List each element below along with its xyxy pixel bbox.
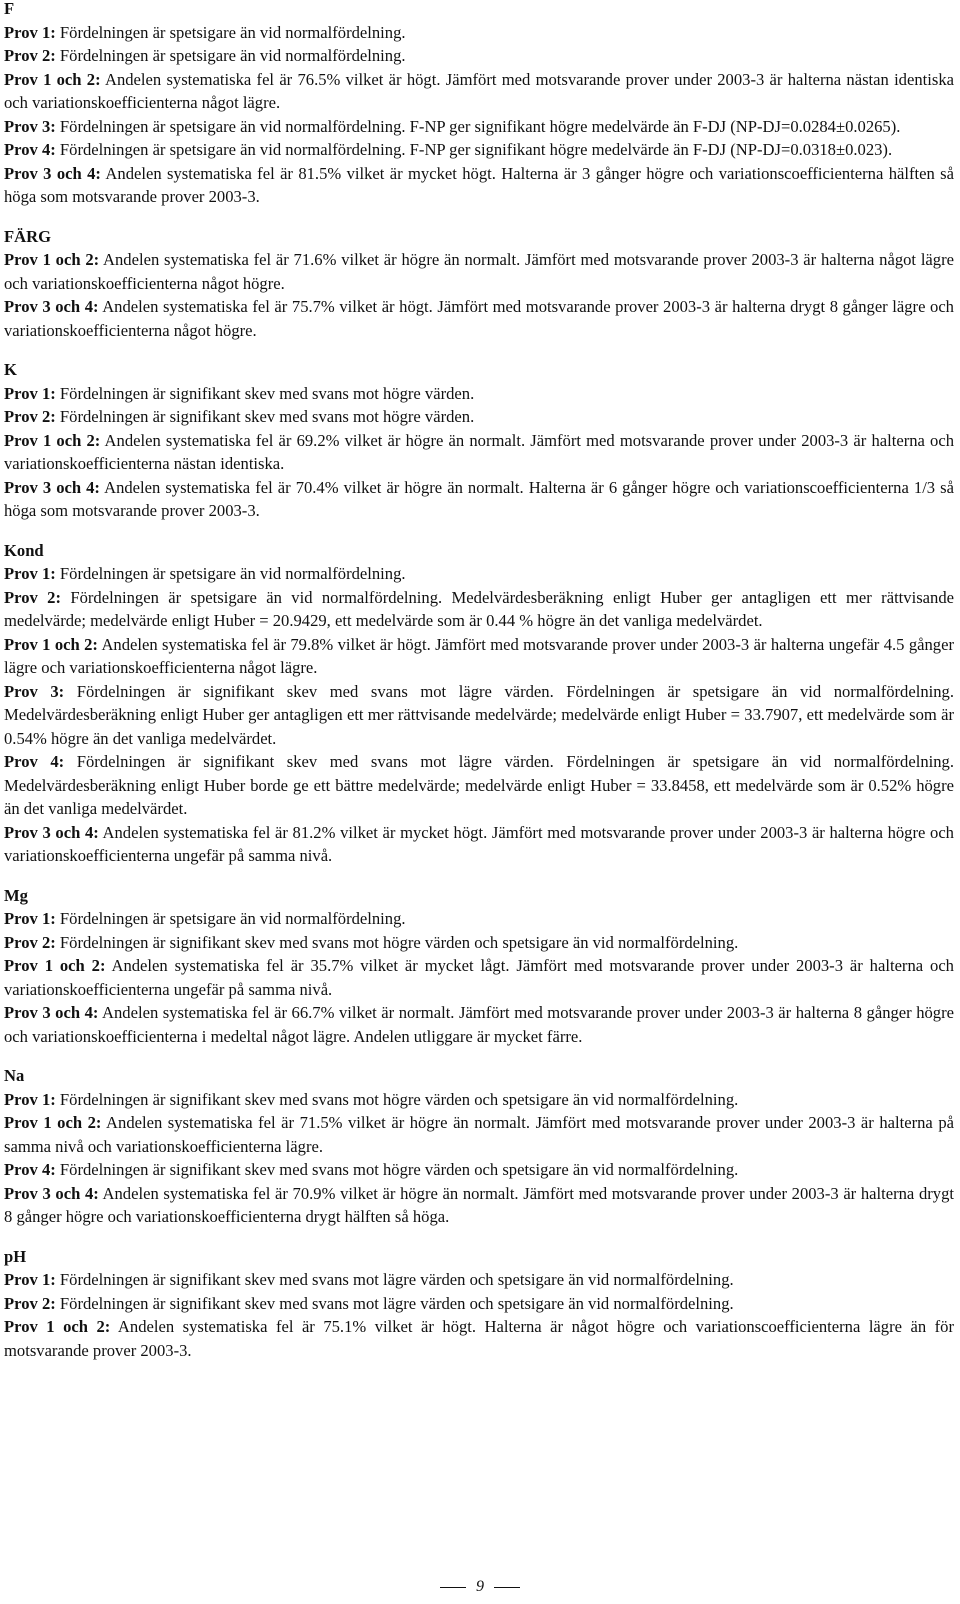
paragraph-text: Andelen systematiska fel är 70.9% vilket är högre än normalt. Jämfört med motsvarande prover under 2003-3 är halterna drygt 8 gånger högre och variationskoefficienterna drygt hälften så höga. [4,1183,954,1226]
sample-label: Prov 1: [4,1089,56,1109]
paragraph [4,586,954,633]
paragraph-text: Fördelningen är signifikant skev med svans mot högre värden och spetsigare än vid normalfördelning. [55,932,739,952]
sample-label: Prov 1 och 2: [4,634,98,654]
sample-label: Prov 3 och 4: [4,477,100,497]
section-f-rg [4,225,954,343]
sample-label: Prov 3 och 4: [4,1003,99,1022]
document-page [4,0,954,1378]
paragraph [4,295,954,342]
paragraph [4,115,954,139]
paragraph-text: Andelen systematiska fel är 81.5% vilket är mycket högt. Halterna är 3 gånger högre och variationscoefficienterna hälften så höga som motsvarande prover 2003-3. [4,163,954,206]
paragraph-text: Andelen systematiska fel är 81.2% vilket är mycket högt. Jämfört med motsvarande prover under 2003-3 är halterna högre och variationskoefficienterna ungefär på samma nivå. [4,822,954,865]
section-ph [4,1245,954,1363]
sample-label: Prov 3 och 4: [4,163,101,183]
paragraph-text: Andelen systematiska fel är 70.4% vilket är högre än normalt. Halterna är 6 gånger högre och variationscoefficienterna 1/3 så höga som motsvarande prover 2003-3. [4,477,954,520]
paragraph-text: Fördelningen är signifikant skev med svans mot högre värden och spetsigare än vid normalfördelning. [55,1089,739,1109]
paragraph [4,476,954,523]
paragraph-text: Fördelningen är spetsigare än vid normalfördelning. [55,46,406,65]
sample-label: Prov 3 och 4: [4,1183,99,1203]
paragraph [4,1315,954,1362]
sample-label: Prov 4: [4,1160,56,1179]
section-heading: F [4,0,15,18]
sample-label: Prov 1: [4,22,56,42]
paragraph [4,405,954,429]
paragraph [4,248,954,295]
paragraph [4,21,954,45]
paragraph-text: Fördelningen är spetsigare än vid normalfördelning. [55,909,406,928]
paragraph-text: Fördelningen är signifikant skev med svans mot högre värden och spetsigare än vid normalfördelning. [55,1160,739,1179]
paragraph-text: Fördelningen är signifikant skev med svans mot lägre värden. Fördelningen är spetsigare än vid normalfördelning. Medelvärdesberäkning enligt Huber borde ge ett bättre medelvärde; medelvärde enligt Huber = 33.8458, ett medelvärde som är 0.52% högre än det vanliga medelvärdet. [4,752,954,818]
sample-label: Prov 1 och 2: [4,956,106,975]
paragraph [4,562,954,586]
section-heading: FÄRG [4,226,52,246]
paragraph [4,821,954,868]
page-footer [0,1575,960,1599]
paragraph [4,1111,954,1158]
sample-label: Prov 3 och 4: [4,297,99,316]
paragraph [4,1158,954,1182]
paragraph [4,382,954,406]
paragraph [4,954,954,1001]
paragraph-text: Fördelningen är spetsigare än vid normalfördelning. [55,22,406,42]
sample-label: Prov 3: [4,116,56,136]
sample-label: Prov 2: [4,932,56,952]
footer-dash-left [440,1587,466,1588]
paragraph-text: Andelen systematiska fel är 69.2% vilket är högre än normalt. Jämfört med motsvarande prover under 2003-3 är halterna och variationskoefficienterna nästan identiska. [4,430,954,473]
paragraph-text: Fördelningen är signifikant skev med svans mot högre värden. [55,383,475,403]
paragraph [4,429,954,476]
section-k [4,358,954,523]
section-heading: pH [4,1246,27,1266]
sample-label: Prov 2: [4,46,56,65]
paragraph [4,680,954,751]
sample-label: Prov 4: [4,140,56,159]
paragraph-text: Andelen systematiska fel är 79.8% vilket är högt. Jämfört med motsvarande prover under 2003-3 är halterna ungefär 4.5 gånger lägre och variationskoefficienterna något lägre. [4,634,954,677]
paragraph [4,1088,954,1112]
paragraph-text: Andelen systematiska fel är 71.6% vilket är högre än normalt. Jämfört med motsvarande prover 2003-3 är halterna något lägre och variationskoefficienterna något högre. [4,250,954,293]
section-kond [4,539,954,868]
paragraph-text: Andelen systematiska fel är 75.7% vilket är högt. Jämfört med motsvarande prover 2003-3 är halterna drygt 8 gånger lägre och variationskoefficienterna något högre. [4,297,954,340]
paragraph [4,68,954,115]
sample-label: Prov 1 och 2: [4,1113,102,1132]
paragraph [4,1182,954,1229]
sample-label: Prov 1 och 2: [4,1317,111,1336]
sample-label: Prov 4: [4,752,65,771]
paragraph-text: Andelen systematiska fel är 75.1% vilket är högt. Halterna är något högre och variationscoefficienterna lägre än för motsvarande prover 2003-3. [4,1317,954,1360]
sample-label: Prov 2: [4,587,61,607]
sample-label: Prov 2: [4,407,56,426]
paragraph-text: Fördelningen är signifikant skev med svans mot högre värden. [55,407,475,426]
section-na [4,1064,954,1229]
paragraph-text: Andelen systematiska fel är 71.5% vilket är högre än normalt. Jämfört med motsvarande prover under 2003-3 är halterna på samma nivå och variationskoefficienterna lägre. [4,1113,954,1156]
paragraph [4,162,954,209]
paragraph-text: Fördelningen är spetsigare än vid normalfördelning. [55,564,406,583]
sample-label: Prov 3: [4,681,65,701]
paragraph-text: Fördelningen är spetsigare än vid normalfördelning. F-NP ger signifikant högre medelvärde än F-DJ (NP-DJ=0.0318±0.023). [55,140,893,159]
paragraph [4,633,954,680]
paragraph [4,931,954,955]
section-heading: Kond [4,540,44,560]
paragraph-text: Fördelningen är spetsigare än vid normalfördelning. F-NP ger signifikant högre medelvärde än F-DJ (NP-DJ=0.0284±0.0265). [55,116,901,136]
sample-label: Prov 2: [4,1293,56,1313]
paragraph-text: Andelen systematiska fel är 35.7% vilket är mycket lågt. Jämfört med motsvarande prover under 2003-3 är halterna och variationskoefficienterna ungefär på samma nivå. [4,956,954,999]
sample-label: Prov 1 och 2: [4,250,100,269]
paragraph [4,44,954,68]
section-heading: Mg [4,885,28,905]
paragraph-text: Andelen systematiska fel är 76.5% vilket är högt. Jämfört med motsvarande prover under 2003-3 är halterna nästan identiska och variationskoefficienterna något lägre. [4,69,954,112]
sample-label: Prov 1: [4,909,56,928]
paragraph [4,1001,954,1048]
paragraph-text: Andelen systematiska fel är 66.7% vilket är normalt. Jämfört med motsvarande prover under 2003-3 är halterna 8 gånger högre och variationskoefficienterna i medeltal något lägre. Andelen utliggare är mycket färre. [4,1003,954,1046]
section-mg [4,884,954,1049]
paragraph-text: Fördelningen är spetsigare än vid normalfördelning. Medelvärdesberäkning enligt Huber ger antagligen ett mer rättvisande medelvärde; medelvärde enligt Huber = 20.9429, ett medelvärde som är 0.44 % högre än det vanliga medelvärdet. [4,587,954,630]
section-f [4,0,954,209]
sample-label: Prov 1: [4,564,56,583]
paragraph-text: Fördelningen är signifikant skev med svans mot lägre värden. Fördelningen är spetsigare än vid normalfördelning. Medelvärdesberäkning enligt Huber ger antagligen ett mer rättvisande medelvärde; medelvärde enligt Huber = 33.7907, ett medelvärde som är 0.54% högre än det vanliga medelvärdet. [4,681,954,748]
sample-label: Prov 3 och 4: [4,822,99,842]
sample-label: Prov 1: [4,383,56,403]
sample-label: Prov 1: [4,1270,56,1289]
paragraph [4,1292,954,1316]
footer-dash-right [494,1587,520,1588]
paragraph [4,907,954,931]
section-heading: Na [4,1066,25,1085]
sample-label: Prov 1 och 2: [4,69,101,89]
paragraph [4,750,954,821]
paragraph-text: Fördelningen är signifikant skev med svans mot lägre värden och spetsigare än vid normalfördelning. [55,1270,734,1289]
sample-label: Prov 1 och 2: [4,430,101,450]
paragraph-text: Fördelningen är signifikant skev med svans mot lägre värden och spetsigare än vid normalfördelning. [55,1293,734,1313]
document-body [4,0,954,1362]
section-heading: K [4,360,17,379]
paragraph [4,1268,954,1292]
paragraph [4,138,954,162]
page-number: 9 [476,1578,484,1595]
